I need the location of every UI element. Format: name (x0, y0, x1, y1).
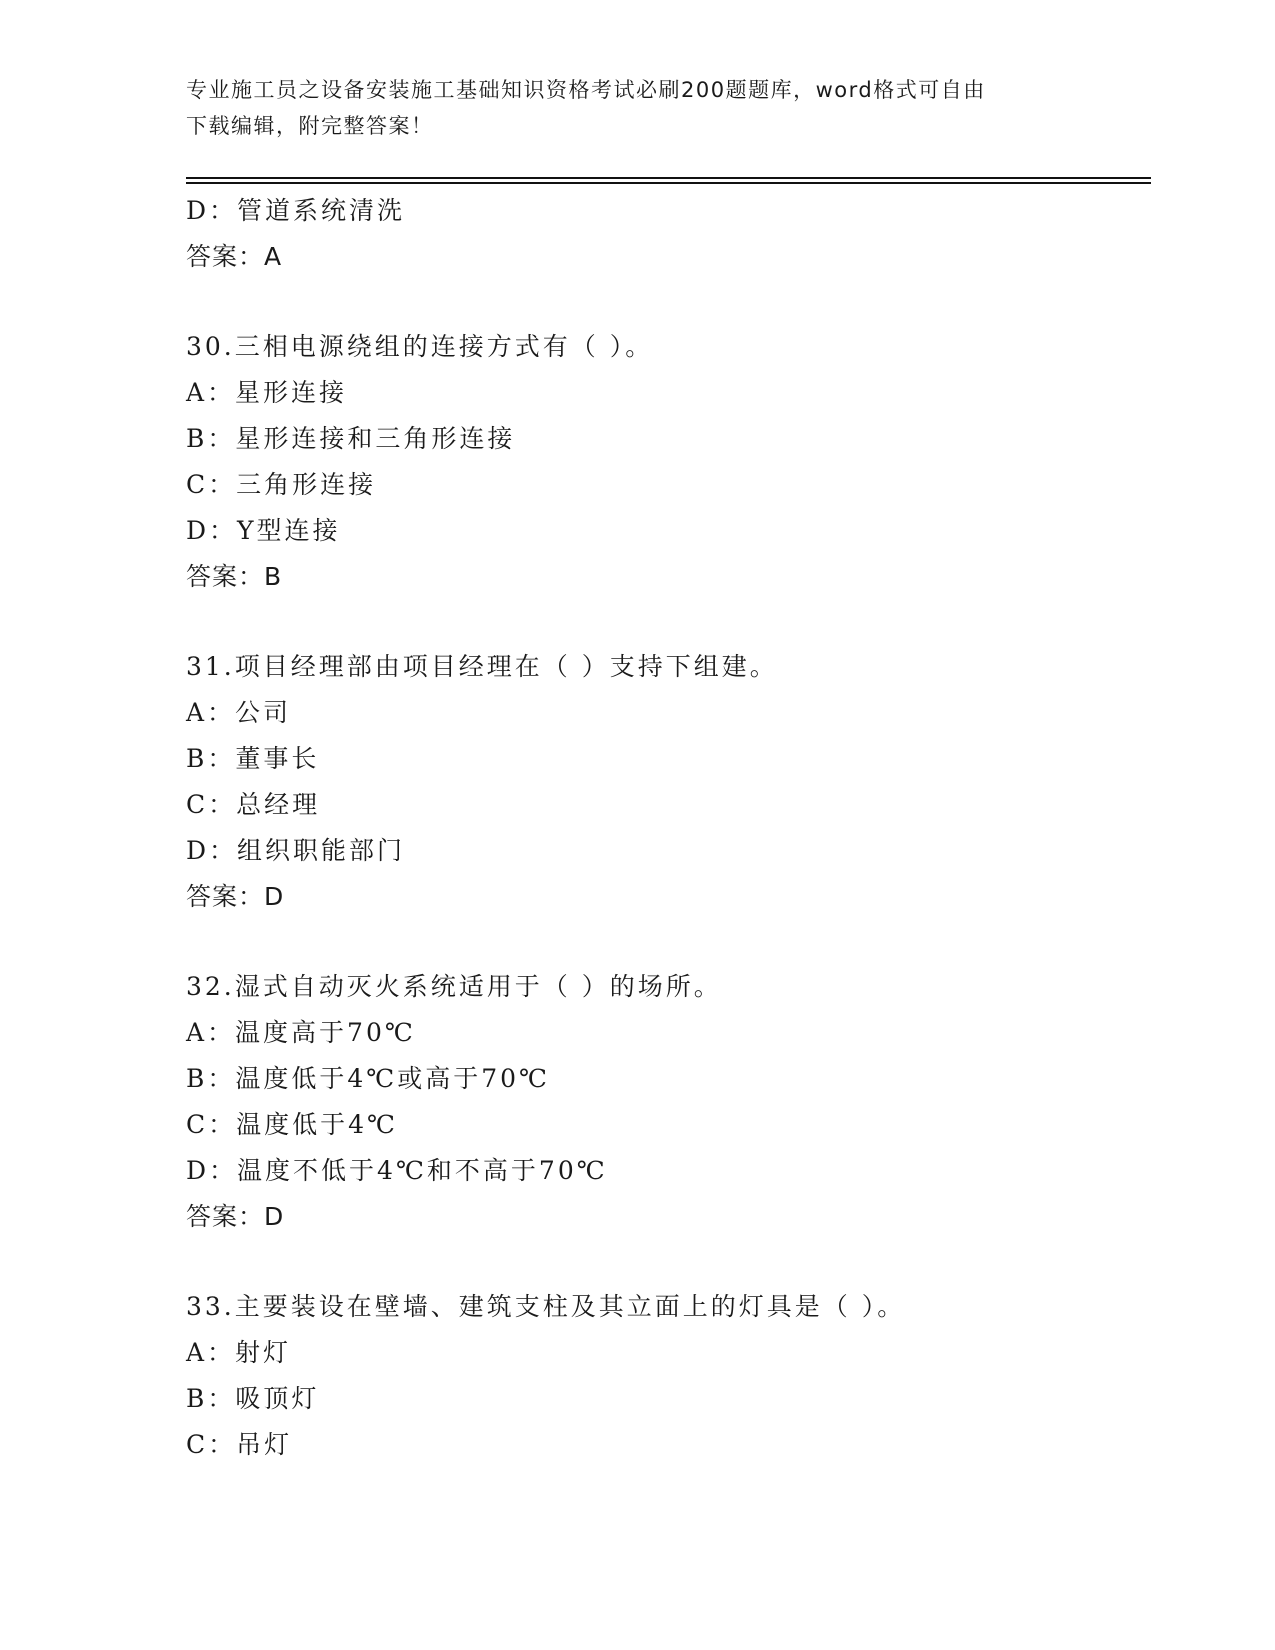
spacer (186, 920, 1151, 964)
answer-line: 答案：A (186, 242, 283, 271)
option-d: D：组织职能部门 (186, 836, 406, 865)
answer-line: 答案：D (186, 882, 285, 911)
question-block-29 (186, 188, 1151, 280)
header-divider-top (186, 177, 1151, 179)
question-block-33 (186, 1284, 1151, 1468)
option-a: A：温度高于70℃ (186, 1018, 416, 1047)
document-header (186, 72, 1086, 144)
spacer (186, 280, 1151, 324)
option-c: C：总经理 (186, 790, 321, 819)
answer-line: 答案：D (186, 1202, 285, 1231)
question-block-32 (186, 964, 1151, 1240)
option-a: A：公司 (186, 698, 292, 727)
question-block-31 (186, 644, 1151, 920)
option-b: B：温度低于4℃或高于70℃ (186, 1064, 551, 1093)
option-c: C：三角形连接 (186, 470, 377, 499)
header-divider-bottom (186, 182, 1151, 184)
question-list (186, 188, 1151, 1468)
question-stem: 32.湿式自动灭火系统适用于（ ）的场所。 (186, 972, 722, 1001)
option-b: B：董事长 (186, 744, 320, 773)
header-title-line-2: 下载编辑，附完整答案！ (186, 114, 434, 138)
header-title-line-1: 专业施工员之设备安装施工基础知识资格考试必刷200题题库，word格式可自由 (186, 78, 986, 102)
option-d: D：管道系统清洗 (186, 196, 406, 225)
option-c: C：温度低于4℃ (186, 1110, 399, 1139)
option-a: A：星形连接 (186, 378, 348, 407)
option-d: D：温度不低于4℃和不高于70℃ (186, 1156, 608, 1185)
option-d: D：Y型连接 (186, 516, 341, 545)
question-stem: 30.三相电源绕组的连接方式有（ ）。 (186, 332, 654, 361)
question-block-30 (186, 324, 1151, 600)
option-a: A：射灯 (186, 1338, 292, 1367)
question-stem: 31.项目经理部由项目经理在（ ）支持下组建。 (186, 652, 778, 681)
spacer (186, 600, 1151, 644)
answer-line: 答案：B (186, 562, 283, 591)
question-stem: 33.主要装设在壁墙、建筑支柱及其立面上的灯具是（ ）。 (186, 1292, 906, 1321)
spacer (186, 1240, 1151, 1284)
option-c: C：吊灯 (186, 1430, 293, 1459)
option-b: B：星形连接和三角形连接 (186, 424, 516, 453)
option-b: B：吸顶灯 (186, 1384, 320, 1413)
